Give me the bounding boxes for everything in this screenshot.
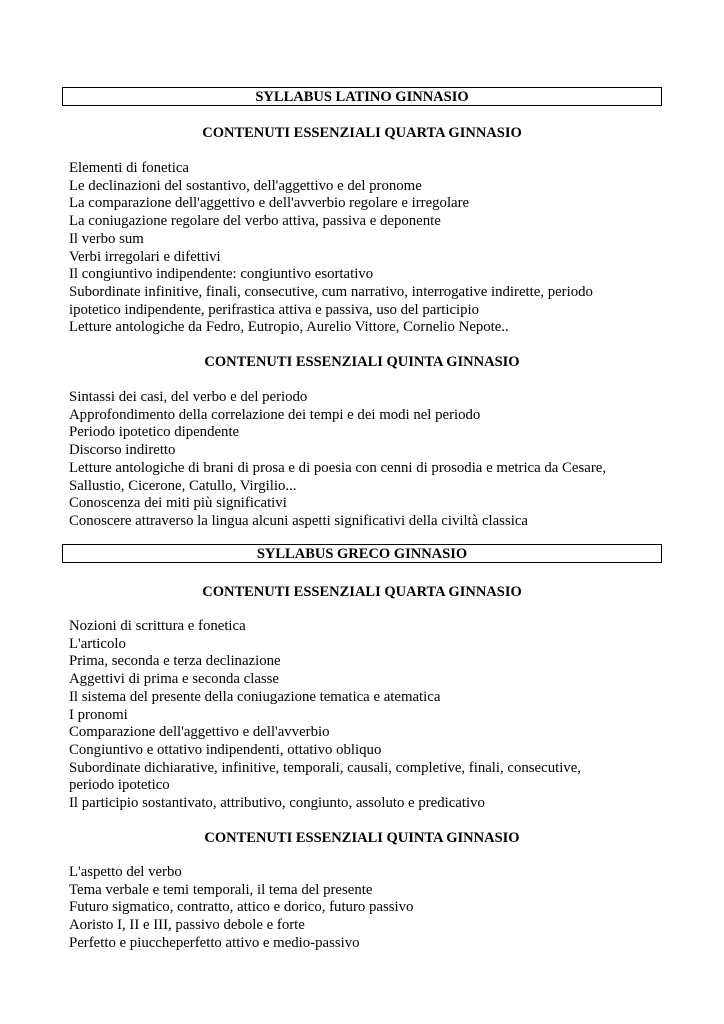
list-item: Perfetto e piuccheperfetto attivo e medio-passivo [69, 934, 360, 951]
list-item: Aggettivi di prima e seconda classe [69, 671, 279, 688]
list-item: Conoscere attraverso la lingua alcuni aspetti significativi della civiltà classica [69, 512, 528, 529]
list-item: Il congiuntivo indipendente: congiuntivo esortativo [69, 266, 374, 283]
list-item: Le declinazioni del sostantivo, dell'aggettivo e del pronome [69, 177, 422, 194]
list-item: Comparazione dell'aggettivo e dell'avverbio [69, 724, 330, 741]
list-item: Approfondimento della correlazione dei tempi e dei modi nel periodo [69, 406, 481, 423]
list-item: Sintassi dei casi, del verbo e del periodo [69, 389, 308, 405]
list-item: Il verbo sum [69, 230, 144, 247]
list-item: Elementi di fonetica [69, 160, 189, 176]
greco-quarta-heading: CONTENUTI ESSENZIALI QUARTA GINNASIO [202, 584, 522, 600]
latino-quinta-list [69, 389, 669, 531]
list-item: Letture antologiche di brani di prosa e di poesia con cenni di prosodia e metrica da Cesare, [69, 459, 607, 476]
list-item: La comparazione dell'aggettivo e dell'avverbio regolare e irregolare [69, 195, 470, 212]
list-item: periodo ipotetico [69, 777, 170, 794]
greco-quinta-list [69, 864, 669, 953]
list-item: Sallustio, Cicerone, Catullo, Virgilio... [69, 477, 297, 494]
list-item: Verbi irregolari e difettivi [69, 248, 221, 265]
list-item: Prima, seconda e terza declinazione [69, 653, 281, 670]
list-item: L'articolo [69, 635, 126, 652]
list-item: Il participio sostantivato, attributivo, congiunto, assoluto e predicativo [69, 795, 485, 812]
list-item: Letture antologiche da Fedro, Eutropio, Aurelio Vittore, Cornelio Nepote.. [69, 319, 509, 336]
list-item: Aoristo I, II e III, passivo debole e forte [69, 917, 305, 934]
list-item: Subordinate infinitive, finali, consecutive, cum narrativo, interrogative indirette, periodo [69, 283, 593, 300]
latino-quarta-heading: CONTENUTI ESSENZIALI QUARTA GINNASIO [202, 125, 522, 141]
list-item: Tema verbale e temi temporali, il tema del presente [69, 881, 373, 898]
greco-quarta-list [69, 618, 669, 813]
latino-syllabus-title: SYLLABUS LATINO GINNASIO [62, 87, 662, 106]
list-item: Nozioni di scrittura e fonetica [69, 618, 246, 634]
list-item: L'aspetto del verbo [69, 864, 182, 880]
list-item: Discorso indiretto [69, 442, 176, 459]
list-item: Subordinate dichiarative, infinitive, temporali, causali, completive, finali, consecutive, [69, 759, 581, 776]
list-item: ipotetico indipendente, perifrastica attiva e passiva, uso del participio [69, 301, 480, 318]
latino-quarta-list [69, 160, 669, 337]
greco-syllabus-title: SYLLABUS GRECO GINNASIO [62, 544, 662, 563]
list-item: Il sistema del presente della coniugazione tematica e atematica [69, 688, 441, 705]
list-item: Conoscenza dei miti più significativi [69, 495, 287, 512]
list-item: I pronomi [69, 706, 128, 723]
list-item: Futuro sigmatico, contratto, attico e dorico, futuro passivo [69, 899, 414, 916]
list-item: La coniugazione regolare del verbo attiva, passiva e deponente [69, 213, 441, 230]
latino-quinta-heading: CONTENUTI ESSENZIALI QUINTA GINNASIO [204, 354, 520, 370]
list-item: Periodo ipotetico dipendente [69, 424, 240, 441]
list-item: Congiuntivo e ottativo indipendenti, ottativo obliquo [69, 741, 382, 758]
greco-quinta-heading: CONTENUTI ESSENZIALI QUINTA GINNASIO [204, 830, 520, 846]
